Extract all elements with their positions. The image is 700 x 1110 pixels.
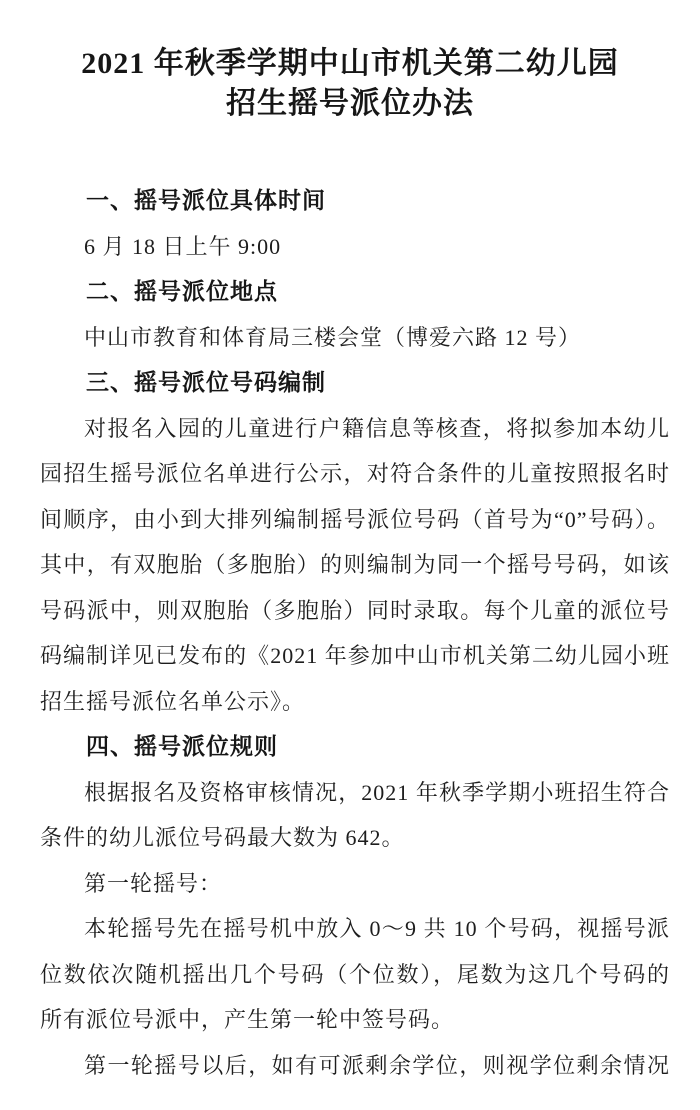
first-round-paragraph-line: 本轮摇号先在摇号机中放入 0～9 共 10 个号码，视摇号派 <box>84 916 670 941</box>
number-assignment-paragraph-line: 对报名入园的儿童进行户籍信息等核查，将拟参加本幼儿 <box>84 415 670 441</box>
remaining-quota-paragraph-line: 第一轮摇号以后，如有可派剩余学位，则视学位剩余情况 <box>84 1052 670 1078</box>
document-title-line-2: 招生摇号派位办法 <box>226 87 474 120</box>
first-round-paragraph-line: 位数依次随机摇出几个号码（个位数），尾数为这几个号码的 <box>40 961 670 987</box>
section-2-heading: 二、摇号派位地点 <box>86 278 278 304</box>
number-assignment-paragraph-line: 码编制详见已发布的《2021 年参加中山市机关第二幼儿园小班 <box>40 643 670 668</box>
document-title-line-1: 2021 年秋季学期中山市机关第二幼儿园 <box>81 47 619 80</box>
number-assignment-paragraph-line: 其中，有双胞胎（多胞胎）的则编制为同一个摇号号码，如该 <box>40 552 670 577</box>
number-assignment-paragraph-line: 园招生摇号派位名单进行公示，对符合条件的儿童按照报名时 <box>40 461 670 486</box>
rules-paragraph-line: 条件的幼儿派位号码最大数为 642。 <box>40 825 405 850</box>
first-round-label: 第一轮摇号： <box>84 870 223 896</box>
document-title <box>0 0 700 124</box>
number-assignment-paragraph-line: 间顺序，由小到大排列编制摇号派位号码（首号为“0”号码）。 <box>40 506 670 532</box>
first-round-paragraph-line: 所有派位号派中，产生第一轮中签号码。 <box>40 1007 455 1032</box>
rules-paragraph-line: 根据报名及资格审核情况，2021 年秋季学期小班招生符合 <box>84 779 670 805</box>
document-body <box>0 124 700 1088</box>
lottery-location-text: 中山市教育和体育局三楼会堂（博爱六路 12 号） <box>84 324 582 350</box>
section-4-heading: 四、摇号派位规则 <box>86 733 278 759</box>
section-1-heading: 一、摇号派位具体时间 <box>86 187 326 213</box>
number-assignment-paragraph-line: 号码派中，则双胞胎（多胞胎）同时录取。每个儿童的派位号 <box>40 597 670 623</box>
section-3-heading: 三、摇号派位号码编制 <box>86 369 326 395</box>
number-assignment-paragraph-line: 招生摇号派位名单公示》。 <box>40 688 306 714</box>
lottery-time-text: 6 月 18 日上午 9:00 <box>84 233 282 259</box>
